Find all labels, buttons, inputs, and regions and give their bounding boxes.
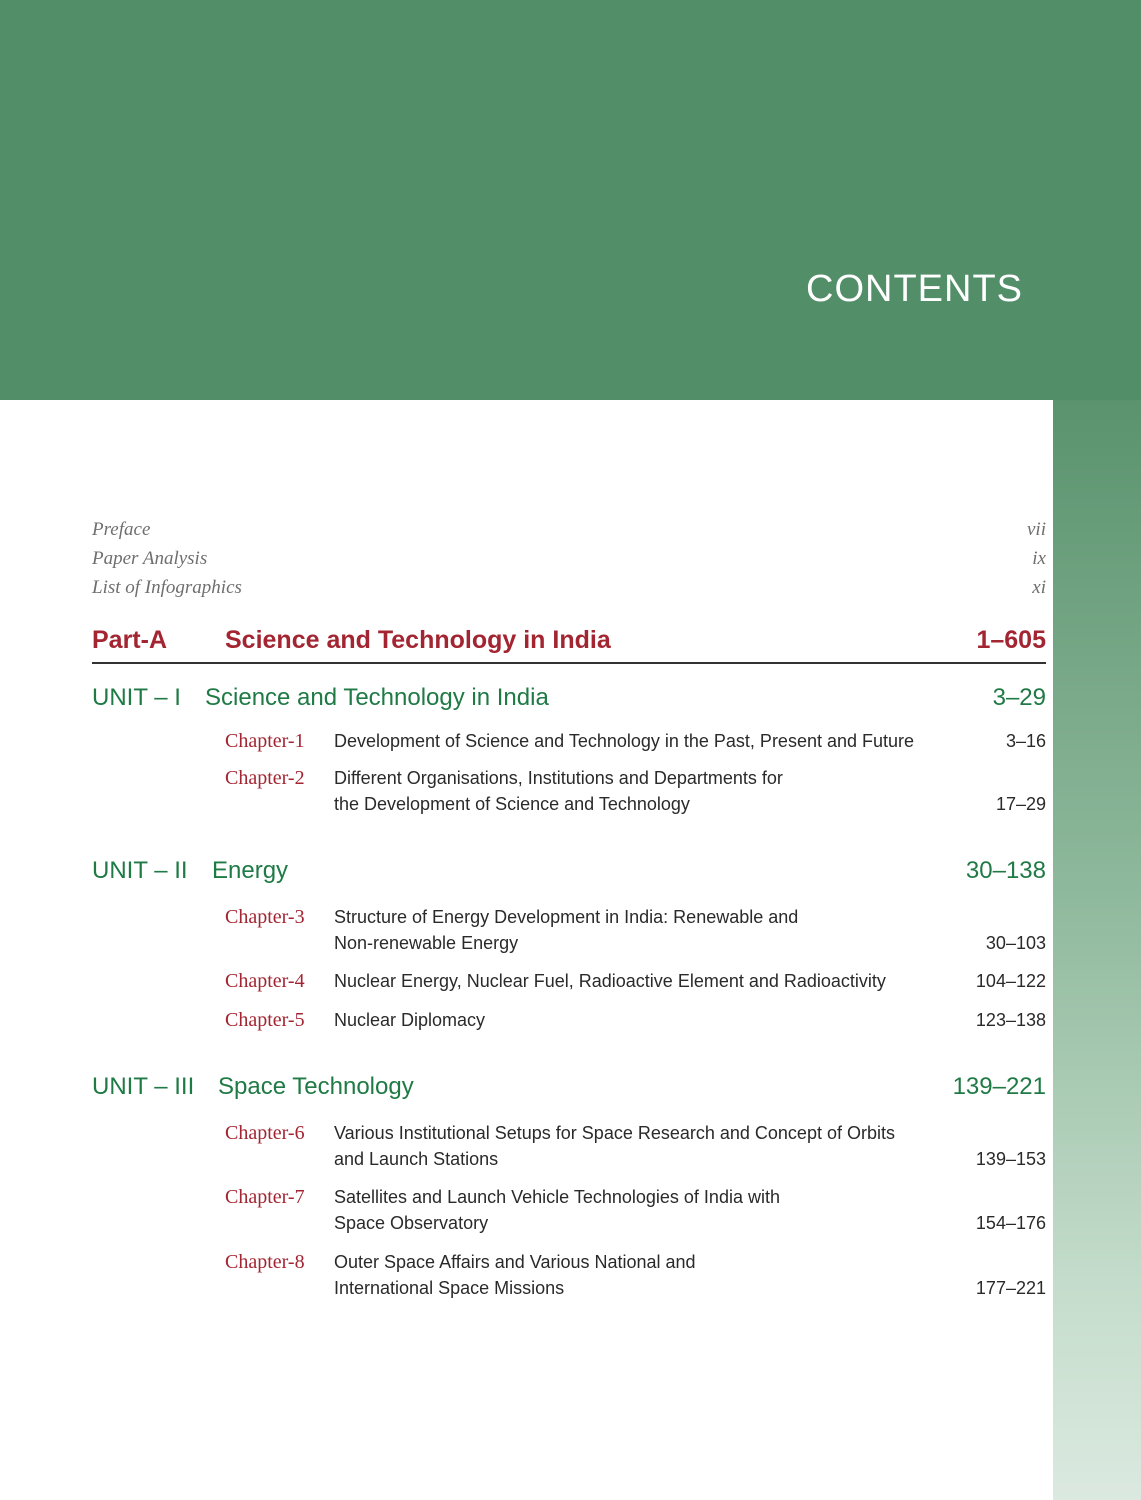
chapter-title <box>334 1249 954 1301</box>
chapter-pages: 3–16 <box>1005 731 1046 751</box>
chapter-title-line: Different Organisations, Institutions and Departments for <box>334 768 783 788</box>
chapter-title <box>334 904 954 956</box>
chapter-label: Chapter-6 <box>225 1122 305 1144</box>
chapter-title <box>334 728 954 754</box>
unit-label: UNIT – I <box>92 684 181 711</box>
chapter-pages: 17–29 <box>995 794 1046 814</box>
chapter-title-line: Satellites and Launch Vehicle Technologies of India with <box>334 1187 780 1207</box>
chapter-title-line: Space Observatory <box>334 1213 489 1233</box>
toc-part-heading[interactable] <box>92 626 1046 664</box>
side-gradient-strip <box>1053 400 1141 1500</box>
chapter-pages: 104–122 <box>975 971 1046 991</box>
unit-title: Space Technology <box>218 1073 414 1100</box>
chapter-label: Chapter-5 <box>225 1009 305 1031</box>
part-label: Part-A <box>92 626 168 654</box>
chapter-title <box>334 968 954 994</box>
chapter-pages: 154–176 <box>975 1213 1046 1233</box>
front-item-page: xi <box>1032 577 1046 598</box>
chapter-label: Chapter-7 <box>225 1186 305 1208</box>
chapter-title-line: and Launch Stations <box>334 1149 499 1169</box>
toc-front-item[interactable] <box>92 519 1046 543</box>
unit-label: UNIT – III <box>92 1073 195 1100</box>
part-pages: 1–605 <box>976 626 1046 654</box>
front-item-label: Preface <box>92 519 151 540</box>
header-banner <box>0 0 1141 400</box>
chapter-title-line: Various Institutional Setups for Space Research and Concept of Orbits <box>334 1123 895 1143</box>
chapter-title-line: Outer Space Affairs and Various National and <box>334 1252 696 1272</box>
chapter-title <box>334 1184 954 1236</box>
unit-pages: 139–221 <box>952 1073 1046 1100</box>
chapter-title-line: Nuclear Energy, Nuclear Fuel, Radioactive Element and Radioactivity <box>334 971 886 991</box>
front-item-page: ix <box>1032 548 1046 569</box>
part-title: Science and Technology in India <box>225 626 611 654</box>
chapter-title <box>334 1120 954 1172</box>
chapter-pages: 177–221 <box>975 1278 1046 1298</box>
chapter-title <box>334 765 954 817</box>
unit-pages: 30–138 <box>965 857 1046 884</box>
chapter-label: Chapter-3 <box>225 906 305 928</box>
chapter-title-line: Development of Science and Technology in the Past, Present and Future <box>334 731 915 751</box>
chapter-label: Chapter-1 <box>225 730 305 752</box>
chapter-label: Chapter-4 <box>225 970 305 992</box>
chapter-title-line: International Space Missions <box>334 1278 565 1298</box>
front-item-page: vii <box>1027 519 1046 540</box>
chapter-pages: 30–103 <box>985 933 1046 953</box>
chapter-label: Chapter-2 <box>225 767 305 789</box>
unit-label: UNIT – II <box>92 857 188 884</box>
unit-pages: 3–29 <box>992 684 1046 711</box>
front-item-label: Paper Analysis <box>92 548 208 569</box>
toc-front-item[interactable] <box>92 577 1046 601</box>
chapter-title-line: the Development of Science and Technology <box>334 794 690 814</box>
toc-front-item[interactable] <box>92 548 1046 572</box>
chapter-title-line: Non-renewable Energy <box>334 933 519 953</box>
unit-title: Energy <box>212 857 289 884</box>
chapter-title-line: Structure of Energy Development in India: Renewable and <box>334 907 799 927</box>
chapter-title <box>334 1007 954 1033</box>
chapter-title-line: Nuclear Diplomacy <box>334 1010 486 1030</box>
toc-unit-heading[interactable] <box>92 684 1046 716</box>
chapter-pages: 123–138 <box>975 1010 1046 1030</box>
chapter-pages: 139–153 <box>975 1149 1046 1169</box>
chapter-label: Chapter-8 <box>225 1251 305 1273</box>
unit-title: Science and Technology in India <box>205 684 549 711</box>
toc-unit-heading[interactable] <box>92 857 1046 889</box>
page-title: CONTENTS <box>806 268 1023 310</box>
front-item-label: List of Infographics <box>92 577 242 598</box>
toc-unit-heading[interactable] <box>92 1073 1046 1105</box>
